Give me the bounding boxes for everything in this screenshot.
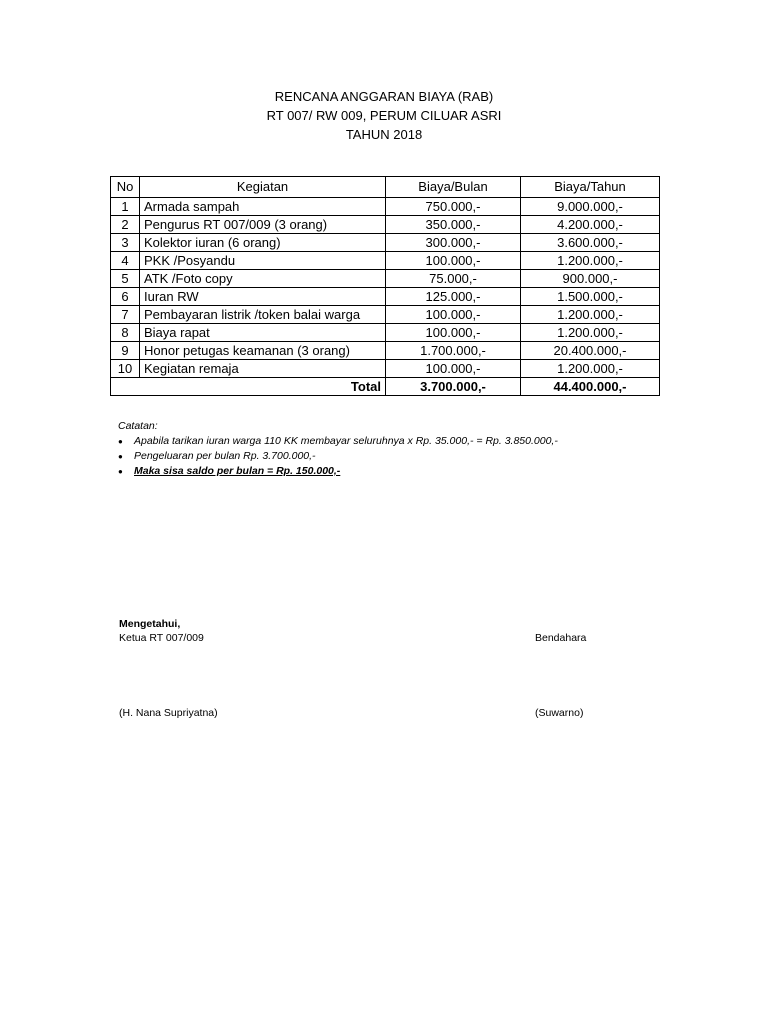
- title-line-3: TAHUN 2018: [345, 127, 423, 142]
- notes-title: Catatan:: [118, 420, 158, 432]
- right-signatory-role: Bendahara: [535, 632, 587, 644]
- cell-kegiatan: Pengurus RT 007/009 (3 orang): [140, 216, 386, 234]
- acknowledge-label: Mengetahui,: [119, 618, 181, 630]
- cell-no: 7: [111, 306, 140, 324]
- cell-biaya-tahun: 1.200.000,-: [521, 324, 660, 342]
- cell-no: 10: [111, 360, 140, 378]
- right-signatory-name: (Suwarno): [535, 707, 584, 719]
- table-row: [111, 288, 660, 306]
- cell-kegiatan: ATK /Foto copy: [140, 270, 386, 288]
- table-row: [111, 216, 660, 234]
- budget-table: [110, 176, 660, 396]
- cell-biaya-tahun: 4.200.000,-: [521, 216, 660, 234]
- note-item: ● Apabila tarikan iuran warga 110 KK membayar seluruhnya x Rp. 35.000,- = Rp. 3.850.000,-: [134, 434, 558, 449]
- header-biaya-bulan: Biaya/Bulan: [386, 177, 521, 198]
- cell-kegiatan: Kegiatan remaja: [140, 360, 386, 378]
- header-kegiatan: Kegiatan: [140, 177, 386, 198]
- cell-biaya-tahun: 900.000,-: [521, 270, 660, 288]
- table-row: [111, 270, 660, 288]
- cell-biaya-tahun: 1.200.000,-: [521, 360, 660, 378]
- cell-no: 6: [111, 288, 140, 306]
- table-total-row: [111, 378, 660, 396]
- left-signatory-role: Ketua RT 007/009: [119, 632, 204, 644]
- table-header-row: [111, 177, 660, 198]
- table-row: [111, 342, 660, 360]
- cell-kegiatan: Armada sampah: [140, 198, 386, 216]
- cell-kegiatan: Pembayaran listrik /token balai warga: [140, 306, 386, 324]
- document-title: [0, 87, 768, 144]
- cell-biaya-bulan: 125.000,-: [386, 288, 521, 306]
- cell-biaya-tahun: 3.600.000,-: [521, 234, 660, 252]
- cell-kegiatan: PKK /Posyandu: [140, 252, 386, 270]
- table-row: [111, 360, 660, 378]
- note-item-conclusion: ● Maka sisa saldo per bulan = Rp. 150.000,-: [134, 464, 558, 479]
- table-row: [111, 252, 660, 270]
- cell-biaya-tahun: 20.400.000,-: [521, 342, 660, 360]
- cell-no: 3: [111, 234, 140, 252]
- table-row: [111, 234, 660, 252]
- header-no: No: [111, 177, 140, 198]
- cell-kegiatan: Biaya rapat: [140, 324, 386, 342]
- header-biaya-tahun: Biaya/Tahun: [521, 177, 660, 198]
- cell-biaya-bulan: 100.000,-: [386, 306, 521, 324]
- cell-biaya-bulan: 750.000,-: [386, 198, 521, 216]
- cell-biaya-tahun: 9.000.000,-: [521, 198, 660, 216]
- total-biaya-tahun: 44.400.000,-: [521, 378, 660, 396]
- table-row: [111, 198, 660, 216]
- cell-biaya-tahun: 1.200.000,-: [521, 306, 660, 324]
- cell-biaya-tahun: 1.500.000,-: [521, 288, 660, 306]
- cell-kegiatan: Iuran RW: [140, 288, 386, 306]
- title-line-1: RENCANA ANGGARAN BIAYA (RAB): [274, 89, 494, 104]
- title-line-2: RT 007/ RW 009, PERUM CILUAR ASRI: [266, 108, 502, 123]
- cell-kegiatan: Honor petugas keamanan (3 orang): [140, 342, 386, 360]
- note-item: ● Pengeluaran per bulan Rp. 3.700.000,-: [134, 449, 558, 464]
- cell-no: 8: [111, 324, 140, 342]
- cell-no: 4: [111, 252, 140, 270]
- cell-no: 5: [111, 270, 140, 288]
- table-row: [111, 306, 660, 324]
- cell-biaya-bulan: 100.000,-: [386, 252, 521, 270]
- notes-section: [118, 419, 558, 479]
- table-row: [111, 324, 660, 342]
- left-signatory-name: (H. Nana Supriyatna): [119, 707, 218, 719]
- cell-biaya-bulan: 100.000,-: [386, 324, 521, 342]
- notes-list: [118, 434, 558, 479]
- cell-no: 2: [111, 216, 140, 234]
- cell-no: 1: [111, 198, 140, 216]
- cell-biaya-bulan: 1.700.000,-: [386, 342, 521, 360]
- cell-kegiatan: Kolektor iuran (6 orang): [140, 234, 386, 252]
- cell-no: 9: [111, 342, 140, 360]
- cell-biaya-bulan: 350.000,-: [386, 216, 521, 234]
- total-label: Total: [111, 378, 386, 396]
- cell-biaya-bulan: 100.000,-: [386, 360, 521, 378]
- total-biaya-bulan: 3.700.000,-: [386, 378, 521, 396]
- cell-biaya-bulan: 300.000,-: [386, 234, 521, 252]
- cell-biaya-bulan: 75.000,-: [386, 270, 521, 288]
- cell-biaya-tahun: 1.200.000,-: [521, 252, 660, 270]
